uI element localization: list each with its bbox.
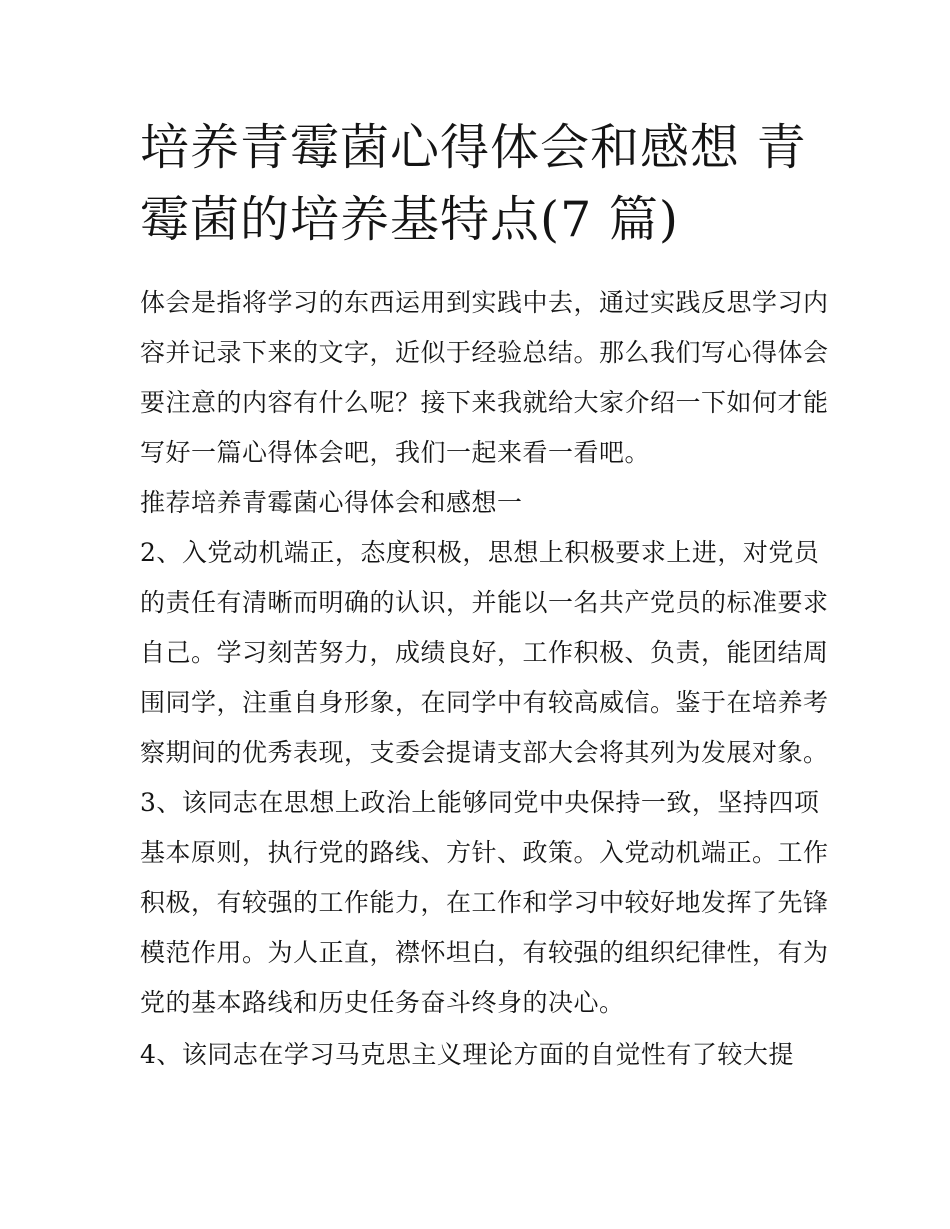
text-line: 体会是指将学习的东西运用到实践中去，通过实践反思学习内 (140, 288, 829, 317)
text-line: 自己。学习刻苦努力，成绩良好，工作积极、负责，能团结周 (140, 638, 829, 667)
paragraph-section-heading (140, 478, 820, 528)
paragraph-item-4 (140, 1030, 820, 1080)
text-line: 党的基本路线和历史任务奋斗终身的决心。 (140, 988, 625, 1017)
text-line: 模范作用。为人正直，襟怀坦白，有较强的组织纪律性，有为 (140, 938, 829, 967)
text-line: 察期间的优秀表现，支委会提请支部大会将其列为发展对象。 (140, 738, 829, 767)
text-line: 容并记录下来的文字，近似于经验总结。那么我们写心得体会 (140, 338, 829, 367)
document-page (140, 112, 829, 1080)
page-title (140, 112, 820, 256)
text-line: 的责任有清晰而明确的认识，并能以一名共产党员的标准要求 (140, 588, 829, 617)
document-body (140, 278, 829, 1080)
text-line: 写好一篇心得体会吧，我们一起来看一看吧。 (140, 438, 651, 467)
title-line-2: 霉菌的培养基特点(7 篇) (140, 191, 679, 248)
paragraph-intro (140, 278, 829, 478)
paragraph-item-2 (140, 528, 829, 778)
paragraph-item-3 (140, 778, 829, 1028)
text-line: 要注意的内容有什么呢？接下来我就给大家介绍一下如何才能 (140, 388, 829, 417)
text-line: 4、该同志在学习马克思主义理论方面的自觉性有了较大提 (140, 1040, 794, 1069)
text-line: 积极，有较强的工作能力，在工作和学习中较好地发挥了先锋 (140, 888, 829, 917)
title-line-1: 培养青霉菌心得体会和感想 青 (140, 119, 807, 176)
text-line: 基本原则，执行党的路线、方针、政策。入党动机端正。工作 (140, 838, 829, 867)
section-heading: 推荐培养青霉菌心得体会和感想一 (140, 488, 523, 517)
text-line: 围同学，注重自身形象，在同学中有较高威信。鉴于在培养考 (140, 688, 829, 717)
text-line: 2、入党动机端正，态度积极，思想上积极要求上进，对党员 (140, 538, 820, 567)
text-line: 3、该同志在思想上政治上能够同党中央保持一致，坚持四项 (140, 788, 820, 817)
